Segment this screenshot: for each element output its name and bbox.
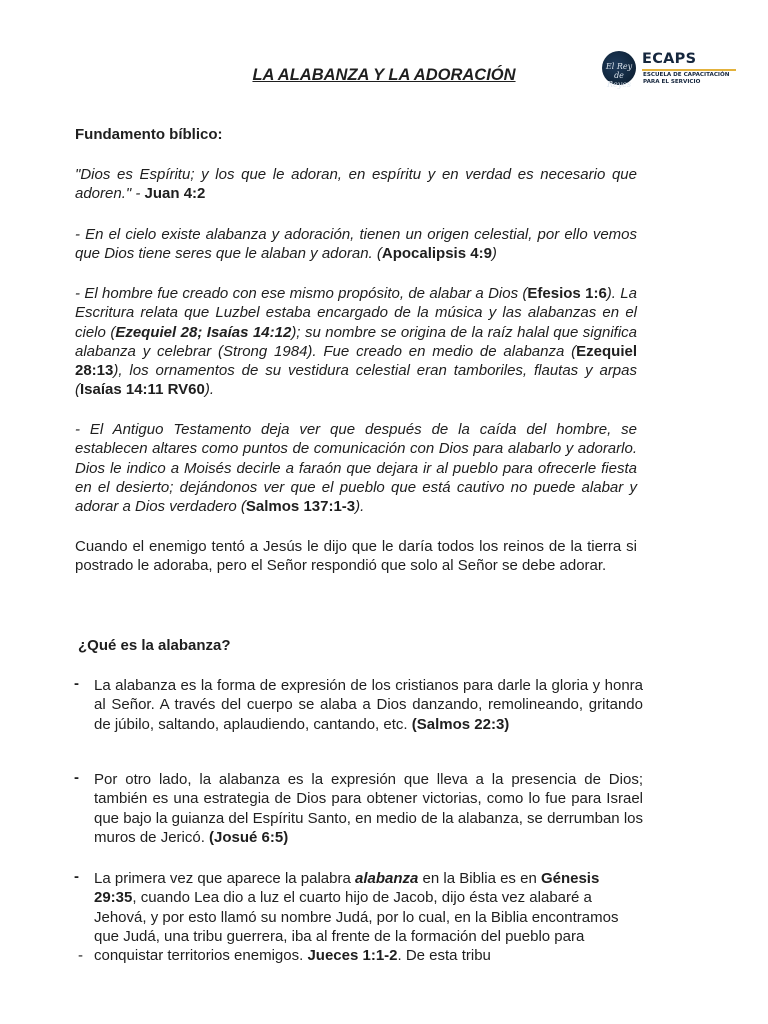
- bullet-text: . De esta tribu: [397, 947, 491, 965]
- paragraph-text: - En el cielo existe alabanza y adoración, tienen un origen celestial, por ello vemos que Dios tiene seres que le alaban y adoran. (: [75, 226, 637, 263]
- paragraph-cielo: [75, 225, 637, 264]
- bible-reference: Salmos 137:1-3: [245, 498, 356, 516]
- bullet-marker: -: [74, 868, 79, 885]
- bible-reference: (Josué 6:5): [209, 828, 289, 846]
- paragraph-text: ); su nombre se origina de la raíz halal que significa alabanza y celebrar (Strong 1984). Fue creado en medio de alabanza (: [75, 323, 637, 360]
- logo-subtitle-1: ESCUELA DE CAPACITACIÓN: [643, 72, 730, 78]
- bible-reference: Ezequiel 28:13: [75, 342, 637, 380]
- bible-reference: Efesios 1:6: [527, 285, 607, 302]
- section-heading-fundamento: Fundamento bíblico:: [75, 126, 223, 143]
- bullet-marker: -: [74, 675, 79, 692]
- bullet-text: en la Biblia es en: [418, 870, 541, 887]
- bullet-text: La primera vez que aparece la palabra: [94, 870, 355, 887]
- section-heading-alabanza: ¿Qué es la alabanza?: [78, 637, 231, 654]
- document-title: LA ALABANZA Y LA ADORACIÓN: [252, 66, 516, 84]
- bullet-item-1: [94, 676, 643, 734]
- bible-reference: (Salmos 22:3): [411, 715, 510, 733]
- paragraph-text: "Dios es Espíritu; y los que le adoran, en espíritu y en verdad es necesario que adoren." -: [75, 166, 637, 203]
- bible-reference: Isaías 14:11 RV60: [80, 381, 205, 399]
- bullet-text: , cuando Lea dio a luz el cuarto hijo de Jacob, dijo ésta vez alabaré a Jehová, y por esto llamó su nombre Judá, por lo cual, en la Biblia encontramos que Judá, una tribu guerrera, iba al frente de la formación del pueblo para conquistar territorios enemigos.: [94, 889, 619, 965]
- emphasized-word: alabanza: [355, 870, 419, 887]
- paragraph-antiguo-testamento: [75, 420, 637, 516]
- bullet-text: Por otro lado, la alabanza es la expresión que lleva a la presencia de Dios; también es una estrategia de Dios para obtener victorias, como lo fue para Israel que bajo la guianza del Espíritu Santo, en medio de la alabanza, se derrumban los muros de Jericó.: [94, 771, 643, 846]
- bullet-text: La alabanza es la forma de expresión de los cristianos para darle la gloria y honra al Señor. A través del cuerpo se alaba a Dios danzando, remolineando, gritando de júbilo, saltando, aplaudiendo, cantando, etc.: [94, 677, 643, 733]
- bullet-item-2: [94, 770, 643, 847]
- paragraph-text: ): [491, 245, 497, 263]
- bible-reference: Jueces 1:1-2: [307, 947, 398, 965]
- paragraph-text: - El hombre fue creado con ese mismo propósito, de alabar a Dios (: [75, 285, 528, 302]
- bullet-marker: -: [74, 769, 79, 786]
- paragraph-text: ). La Escritura relata que Luzbel estaba encargado de la música y las alabanzas en el cielo (: [75, 285, 637, 341]
- paragraph-text: ).: [355, 498, 365, 516]
- paragraph-juan: [75, 165, 637, 204]
- bible-reference: Apocalipsis 4:9: [381, 245, 492, 263]
- paragraph-text: ).: [204, 381, 214, 399]
- logo-subtitle-2: PARA EL SERVICIO: [643, 79, 701, 85]
- logo-mark-text: El Rey de Reyes: [605, 62, 633, 89]
- bullet-item-3: [94, 869, 643, 965]
- bible-reference: Juan 4:2: [144, 185, 206, 203]
- bible-reference: Génesis 29:35: [94, 870, 600, 907]
- paragraph-text: - El Antiguo Testamento deja ver que después de la caída del hombre, se establecen altares como puntos de comunicación con Dios para alabarlo y adorarlo. Dios le indico a Moisés decirle a faraón que dejara ir al pueblo para ofrecerle fiesta en el desierto; dejándonos ver que el pueblo que está cautivo no puede alabar y adorar a Dios verdadero (: [75, 421, 637, 516]
- logo-name: ECAPS: [642, 51, 697, 67]
- sub-bullet-marker: -: [78, 947, 83, 964]
- bible-reference: Ezequiel 28; Isaías 14:12: [115, 323, 292, 341]
- paragraph-hombre: [75, 284, 637, 400]
- paragraph-tentacion: Cuando el enemigo tentó a Jesús le dijo que le daría todos los reinos de la tierra si postrado le adoraba, pero el Señor respondió que solo al Señor se debe adorar.: [75, 538, 637, 575]
- paragraph-text: ), los ornamentos de su vestidura celestial eran tamboriles, flautas y arpas (: [75, 362, 637, 399]
